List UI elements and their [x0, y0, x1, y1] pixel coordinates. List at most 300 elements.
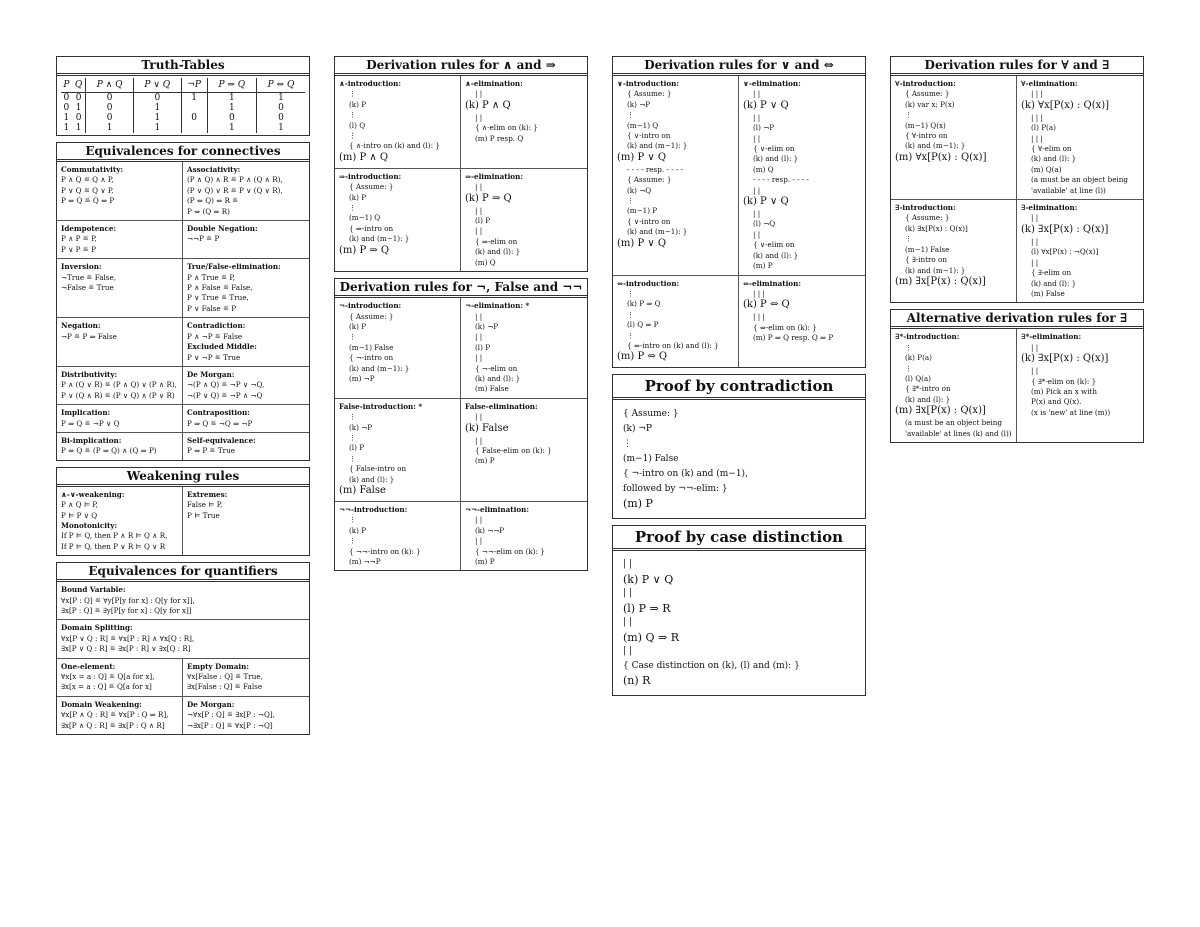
formula-line: (k) and (m−1): }	[349, 363, 410, 373]
table-cell: 1	[256, 93, 305, 104]
formula-line: ¬P ≝ P ⇒ False	[61, 331, 117, 341]
section-box	[334, 278, 588, 571]
rule-title: ∀-introduction:	[895, 79, 956, 88]
formula-line: P ∧ ¬P ≝ False	[187, 331, 243, 341]
rule-title: ∃-introduction:	[895, 203, 956, 213]
formula-line: ⋮	[349, 432, 357, 442]
rule-grid	[57, 487, 309, 555]
formula-line: (l) P(a)	[1031, 123, 1056, 133]
formula-line: (k) ∃x[P(x) : Q(x)]	[905, 223, 968, 233]
table-row	[61, 113, 305, 123]
formula-line: { ⇔-elim on (k): }	[753, 322, 817, 332]
table-header: Q	[72, 78, 86, 93]
formula-line: { ∃*-intro on	[905, 384, 951, 394]
table-cell: 1	[63, 123, 70, 133]
formula-line: | |	[753, 185, 761, 195]
formula-line: { Assume: }	[349, 311, 394, 321]
formula-line: | |	[753, 112, 761, 122]
formula-line: (m) P ∨ Q	[617, 237, 667, 249]
formula-line: | | |	[1031, 89, 1043, 99]
formula-line: (m−1) Q(x)	[905, 120, 946, 130]
formula-line: | |	[475, 536, 483, 546]
formula-line: P ⇔ (Q ⇔ R)	[187, 206, 230, 216]
rule-title: ∧-∨-weakening:	[61, 489, 125, 499]
rule-cell	[891, 76, 1017, 200]
proof-line: | |	[623, 588, 632, 599]
formula-line: (m) P resp. Q	[475, 133, 524, 143]
rule-cell	[183, 433, 309, 460]
rule-cell	[183, 259, 309, 318]
rule-title: Negation:	[61, 321, 101, 331]
formula-line: ⋮	[349, 412, 357, 422]
formula-line: ⋮	[627, 330, 635, 340]
proof-line: | |	[623, 617, 632, 628]
section-title: Proof by case distinction	[613, 526, 865, 551]
formula-line: | |	[1031, 236, 1039, 246]
proof-body	[613, 551, 865, 695]
rule-cell	[57, 162, 183, 221]
rule-cell	[335, 399, 461, 502]
rule-title: Self-equivalence:	[187, 435, 256, 445]
formula-line: (P ⇔ Q) ⇔ R ≝	[187, 196, 239, 206]
proof-line: (k) ¬P	[623, 424, 652, 435]
rule-title: ∀-elimination:	[1021, 79, 1078, 88]
formula-line: { ∨-intro on	[627, 216, 671, 226]
formula-line: { ∃-elim on	[1031, 268, 1072, 278]
proof-body	[613, 400, 865, 518]
table-cell: 1	[133, 123, 181, 133]
rule-title: ∃*-introduction:	[895, 332, 960, 342]
formula-line: { Assume: }	[349, 182, 394, 192]
formula-line: (m) P	[475, 557, 495, 567]
rule-title: Empty Domain:	[187, 661, 250, 671]
formula-line: ∀x[False : Q] ≝ True,	[187, 672, 263, 682]
formula-line: P ∧ Q ⊨ P,	[61, 500, 98, 510]
formula-line: | |	[753, 209, 761, 219]
rule-cell	[613, 76, 739, 276]
rule-cell	[183, 162, 309, 221]
rule-cell	[739, 276, 865, 368]
table-cell: 0	[63, 93, 70, 103]
formula-line: ⋮	[349, 110, 357, 120]
formula-line: | |	[475, 182, 483, 192]
formula-line: If P ⊨ Q, then P ∧ R ⊨ Q ∧ R,	[61, 531, 168, 541]
section-box	[334, 56, 588, 272]
rule-title: ⇒-elimination:	[465, 171, 523, 181]
formula-line: 'available' at line (l))	[1031, 185, 1106, 195]
formula-line: { ∃*-elim on (k): }	[1031, 376, 1097, 386]
proof-line: (m−1) False	[623, 454, 679, 465]
formula-line: { ∨-intro on	[627, 131, 671, 141]
rule-cell	[1017, 200, 1143, 302]
formula-line: 'available' at lines (k) and (l))	[905, 428, 1012, 438]
proof-line: (m) Q ⇒ R	[623, 630, 680, 644]
formula-line: (k) ¬P	[349, 422, 373, 432]
formula-line: False ⊨ P,	[187, 500, 223, 510]
formula-line: ¬¬P ≝ P	[187, 234, 220, 244]
formula-line: P ⇒ Q ≝ ¬P ∨ Q	[61, 418, 120, 428]
formula-line: (k) P ∧ Q	[465, 99, 511, 111]
formula-line: (k) ¬P	[627, 99, 651, 109]
rule-cell	[57, 259, 183, 318]
column-4	[890, 56, 1144, 449]
formula-line: { Assume: }	[905, 213, 950, 223]
section-box	[56, 142, 310, 461]
rule-cell	[57, 405, 183, 433]
formula-line: (k) and (l): }	[905, 394, 951, 404]
section-title: Truth-Tables	[57, 57, 309, 76]
section-box	[612, 525, 866, 696]
formula-line: (k) P	[349, 99, 367, 109]
formula-line: (k) ∃x[P(x) : Q(x)]	[1021, 353, 1109, 365]
section-title: Equivalences for quantifiers	[57, 563, 309, 582]
rule-cell	[57, 433, 183, 460]
rule-title: Inversion:	[61, 262, 102, 272]
table-cell: 1	[75, 103, 82, 113]
table-cell: 1	[256, 123, 305, 133]
rule-title: Associativity:	[187, 165, 241, 174]
proof-line: ⋮	[623, 439, 632, 450]
formula-line: { ∧-intro on (k) and (l): }	[349, 141, 440, 151]
formula-line: (m−1) Q	[349, 213, 381, 223]
rule-cell	[183, 659, 309, 697]
formula-line: { ∀-elim on	[1031, 144, 1072, 154]
truth-table	[61, 78, 305, 133]
formula-line: { False-intro on	[349, 464, 407, 474]
formula-line: | | |	[1031, 112, 1043, 122]
formula-line: (m) P ∨ Q	[617, 151, 667, 163]
formula-line: (m) P	[475, 456, 495, 466]
formula-line: | | |	[1031, 133, 1043, 143]
formula-line: (P ∨ Q) ∨ R ≝ P ∨ (Q ∨ R),	[187, 185, 283, 195]
formula-line: ⋮	[349, 203, 357, 213]
formula-line: P ∧ True ≝ P,	[187, 272, 236, 282]
formula-line: (m−1) P	[627, 206, 658, 216]
rule-title: Distributivity:	[61, 369, 118, 379]
formula-line: P ∧ (Q ∨ R) ≝ (P ∧ Q) ∨ (P ∧ R),	[61, 380, 177, 390]
rule-cell	[1017, 329, 1143, 442]
formula-line: (k) and (l): }	[475, 247, 521, 257]
rule-cell	[739, 76, 865, 276]
rule-grid	[891, 76, 1143, 302]
rule-title: De Morgan:	[187, 369, 235, 379]
formula-line: ⋮	[627, 288, 635, 298]
section-title: Proof by contradiction	[613, 375, 865, 400]
formula-line: { ¬-intro on	[349, 353, 394, 363]
formula-line: (k) P	[349, 525, 367, 535]
proof-line: (m) P	[623, 497, 653, 511]
rule-title: Commutativity:	[61, 165, 124, 174]
formula-line: (l) P	[475, 216, 491, 226]
formula-line: { ⇒-elim on	[475, 236, 518, 246]
rule-cell	[461, 399, 587, 502]
formula-line: (k) P(a)	[905, 353, 932, 363]
formula-line: ⋮	[349, 131, 357, 141]
table-header: P ⇒ Q	[207, 78, 256, 93]
formula-line: { ¬¬-elim on (k): }	[475, 546, 545, 556]
formula-line: | |	[475, 412, 483, 422]
rule-cell	[1017, 76, 1143, 200]
rule-cell	[183, 405, 309, 433]
rule-title: ¬¬-elimination:	[465, 505, 530, 514]
rule-title: False-elimination:	[465, 401, 538, 411]
proof-line: { Case distinction on (k), (l) and (m): }	[623, 660, 800, 671]
formula-line: (l) ¬Q	[753, 219, 776, 229]
formula-line: | | |	[753, 312, 765, 322]
rule-title: Bi-implication:	[61, 435, 122, 445]
table-cell: 0	[256, 103, 305, 113]
table-cell: 0	[75, 93, 82, 103]
formula-line: ∀x[P ∧ Q : R] ≝ ∀x[P : Q ⇒ R],	[61, 710, 169, 720]
formula-line: (x is 'new' at line (m))	[1031, 407, 1111, 417]
formula-line: - - - - resp. - - - -	[627, 164, 683, 174]
table-cell: 1	[207, 103, 256, 113]
formula-line: (k) and (l): }	[1031, 278, 1077, 288]
formula-line: | |	[475, 353, 483, 363]
formula-line: ¬∃x[P : Q] ≝ ∀x[P : ¬Q]	[187, 720, 273, 730]
formula-line: { ∧-elim on (k): }	[475, 123, 538, 133]
formula-line: (k) P ⇒ Q	[627, 299, 661, 309]
formula-line: | |	[753, 89, 761, 99]
rule-title: ∨-introduction:	[617, 79, 680, 88]
table-cell: 1	[207, 93, 256, 104]
rule-title: ∃-elimination:	[1021, 203, 1078, 213]
formula-line: | |	[475, 515, 483, 525]
rule-cell	[57, 620, 309, 658]
formula-line: ⋮	[627, 110, 635, 120]
rule-cell	[57, 221, 183, 259]
formula-line: (l) ¬P	[753, 123, 775, 133]
formula-line: (m) P ⇒ Q	[339, 244, 390, 256]
formula-line: ∃x[False : Q] ≝ False	[187, 682, 263, 692]
formula-line: ∃x[P : Q] ≝ ∃y[P[y for x] : Q[y for x]]	[61, 606, 192, 615]
table-cell: 1	[86, 123, 134, 133]
formula-line: (m) P ⇔ Q	[617, 351, 668, 363]
rule-title: ⇔-elimination:	[743, 278, 801, 288]
rule-title: Idempotence:	[61, 224, 117, 234]
table-header: P ∧ Q	[86, 78, 134, 93]
formula-line: (m) False	[339, 485, 386, 496]
section-box	[890, 56, 1144, 303]
table-cell	[181, 123, 207, 133]
rule-title: Contraposition:	[187, 408, 250, 418]
formula-line: | |	[475, 205, 483, 215]
formula-line: { ¬¬-intro on (k): }	[349, 546, 421, 556]
formula-line: ⋮	[349, 453, 357, 463]
formula-line: P ∧ False ≝ False,	[187, 283, 253, 293]
formula-line: P ⊨ True	[187, 510, 220, 520]
formula-line: (k) P	[349, 321, 367, 331]
formula-line: | |	[475, 112, 483, 122]
table-header: P ⇔ Q	[256, 78, 305, 93]
formula-line: ¬∀x[P : Q] ≝ ∃x[P : ¬Q],	[187, 710, 275, 720]
rule-cell	[335, 169, 461, 271]
rule-grid	[613, 76, 865, 367]
formula-line: (k) ∃x[P(x) : Q(x)]	[1021, 223, 1109, 235]
formula-line: P ∨ ¬P ≝ True	[187, 352, 241, 362]
rule-cell	[57, 659, 183, 697]
formula-line: | |	[753, 133, 761, 143]
rule-title: Domain Splitting:	[61, 623, 133, 633]
formula-line: (m) P ⇒ Q resp. Q ⇒ P	[753, 333, 834, 343]
rule-title: Bound Variable:	[61, 585, 126, 595]
rule-cell	[461, 169, 587, 271]
table-row	[61, 123, 305, 133]
rule-cell	[335, 76, 461, 169]
formula-line: (k) False	[465, 422, 509, 434]
formula-line: { ∀-intro on	[905, 131, 948, 141]
formula-line: { Assume: }	[627, 89, 672, 99]
table-cell: 1	[133, 113, 181, 123]
formula-line: (k) and (l): }	[1031, 154, 1077, 164]
rule-title: ∨-elimination:	[743, 79, 801, 88]
formula-line: (m) ∃x[P(x) : Q(x)]	[895, 405, 986, 417]
formula-line: (m) False	[1031, 288, 1065, 298]
formula-line: | |	[1031, 257, 1039, 267]
formula-line: (k) and (l): }	[349, 474, 395, 484]
rule-cell	[57, 367, 183, 405]
rule-cell	[57, 487, 183, 555]
rule-cell	[183, 221, 309, 259]
formula-line: P ∧ Q ≝ Q ∧ P,	[61, 175, 114, 185]
section-title: Derivation rules for ∨ and ⇔	[613, 57, 865, 76]
formula-line: (m) P ∧ Q	[339, 151, 389, 163]
rule-title: Excluded Middle:	[187, 342, 257, 352]
formula-line: P(x) and Q(x).	[1031, 397, 1082, 407]
rule-grid	[335, 298, 587, 570]
section-title: Alternative derivation rules for ∃	[891, 310, 1143, 329]
table-header: ¬P	[181, 78, 207, 93]
rule-grid	[57, 582, 309, 734]
rule-cell	[461, 76, 587, 169]
rule-cell	[183, 367, 309, 405]
table-cell: 0	[133, 93, 181, 104]
table-cell: 0	[207, 113, 256, 123]
formula-line: (k) and (l): }	[475, 373, 521, 383]
rule-grid	[335, 76, 587, 271]
formula-line: (m) ¬¬P	[349, 557, 381, 567]
formula-line: (l) ∀x[P(x) : ¬Q(x)]	[1031, 247, 1099, 257]
formula-line: { ∨-elim on	[753, 144, 795, 154]
section-title: Equivalences for connectives	[57, 143, 309, 162]
table-cell: 0	[256, 113, 305, 123]
table-row	[61, 93, 305, 104]
proof-line: { ¬-intro on (k) and (m−1),	[623, 469, 748, 480]
table-cell: 0	[86, 93, 134, 104]
rule-cell	[335, 298, 461, 399]
table-row	[61, 103, 305, 113]
table-header: P ∨ Q	[133, 78, 181, 93]
formula-line: (k) P ⇔ Q	[743, 299, 790, 311]
formula-line: | |	[475, 89, 483, 99]
rule-cell	[461, 502, 587, 570]
rule-cell	[183, 318, 309, 367]
formula-line: P ∨ False ≝ P	[187, 303, 237, 313]
formula-line: (k) P	[349, 192, 367, 202]
rule-grid	[891, 329, 1143, 442]
table-cell: 0	[86, 113, 134, 123]
section-box	[612, 374, 866, 519]
formula-line: (m) ¬P	[349, 373, 375, 383]
formula-line: (m) P	[753, 261, 773, 271]
formula-line: (P ∧ Q) ∧ R ≝ P ∧ (Q ∧ R),	[187, 175, 283, 185]
formula-line: (m) ∃x[P(x) : Q(x)]	[895, 275, 986, 287]
table-cell: 1	[181, 93, 207, 104]
formula-line: | |	[1031, 342, 1039, 352]
formula-line: (k) var x; P(x)	[905, 99, 955, 109]
section-box	[612, 56, 866, 368]
formula-line: P ⇔ P ≝ True	[187, 446, 235, 456]
formula-line: | |	[753, 229, 761, 239]
rule-title: Contradiction:	[187, 321, 246, 331]
formula-line: (k) ¬¬P	[475, 525, 505, 535]
formula-line: ⋮	[627, 196, 635, 206]
rule-title: ¬-elimination: *	[465, 301, 530, 311]
formula-line: (k) ∀x[P(x) : Q(x)]	[1021, 99, 1110, 111]
formula-line: ¬False ≝ True	[61, 283, 114, 293]
formula-line: (l) Q ⇒ P	[627, 320, 659, 330]
formula-line: ⋮	[905, 234, 913, 244]
section-title: Weakening rules	[57, 468, 309, 487]
formula-line: ¬True ≝ False,	[61, 272, 117, 282]
proof-line: | |	[623, 559, 632, 570]
formula-line: (k) P ∨ Q	[743, 196, 789, 208]
formula-line: ∀x[P ∨ Q : R] ≝ ∀x[P : R] ∧ ∀x[Q : R],	[61, 633, 195, 643]
rule-title: ¬¬-introduction:	[339, 505, 408, 514]
formula-line: (k) ¬P	[475, 321, 499, 331]
rule-title: Domain Weakening:	[61, 699, 142, 709]
rule-title: ∧-introduction:	[339, 79, 402, 88]
table-cell	[181, 103, 207, 113]
rule-cell	[891, 329, 1017, 442]
formula-line: (l) P	[349, 443, 365, 453]
formula-line: (k) and (l): }	[753, 154, 799, 164]
rule-cell	[57, 582, 309, 620]
formula-line: | |	[475, 332, 483, 342]
proof-line: { Assume: }	[623, 409, 679, 420]
column-2	[334, 56, 588, 577]
table-cell: 1	[133, 103, 181, 113]
formula-line: (m) False	[475, 384, 509, 394]
formula-line: { ¬-elim on	[475, 363, 518, 373]
formula-line: (l) P	[475, 342, 491, 352]
formula-line: P ∨ P ≝ P	[61, 244, 96, 254]
formula-line: (m−1) False	[349, 342, 394, 352]
formula-line: ∃x[P ∧ Q : R] ≝ ∃x[P : Q ∧ R]	[61, 720, 165, 730]
proof-line: | |	[623, 646, 632, 657]
formula-line: ⋮	[905, 363, 913, 373]
formula-line: (k) and (m−1): }	[627, 141, 688, 151]
formula-line: | | |	[753, 288, 765, 298]
section-box	[56, 56, 310, 136]
truth-table-wrap	[57, 76, 309, 135]
formula-line: (a must be an object being	[1031, 175, 1129, 185]
formula-line: - - - - resp. - - - -	[753, 175, 809, 185]
formula-line: { ⇒-intro on	[349, 223, 394, 233]
table-cell: 0	[86, 103, 134, 113]
proof-line: (n) R	[623, 674, 651, 688]
proof-line: (k) P ∨ Q	[623, 572, 674, 586]
formula-line: P ⇒ Q ≝ ¬Q ⇒ ¬P	[187, 418, 253, 428]
proof-line: (l) P ⇒ R	[623, 601, 671, 615]
formula-line: (k) P ⇒ Q	[465, 192, 512, 204]
column-3	[612, 56, 866, 702]
formula-line: | |	[1031, 213, 1039, 223]
column-1	[56, 56, 310, 741]
rule-title: Extremes:	[187, 489, 228, 499]
formula-line: P ∧ P ≝ P,	[61, 234, 97, 244]
formula-line: | |	[475, 226, 483, 236]
